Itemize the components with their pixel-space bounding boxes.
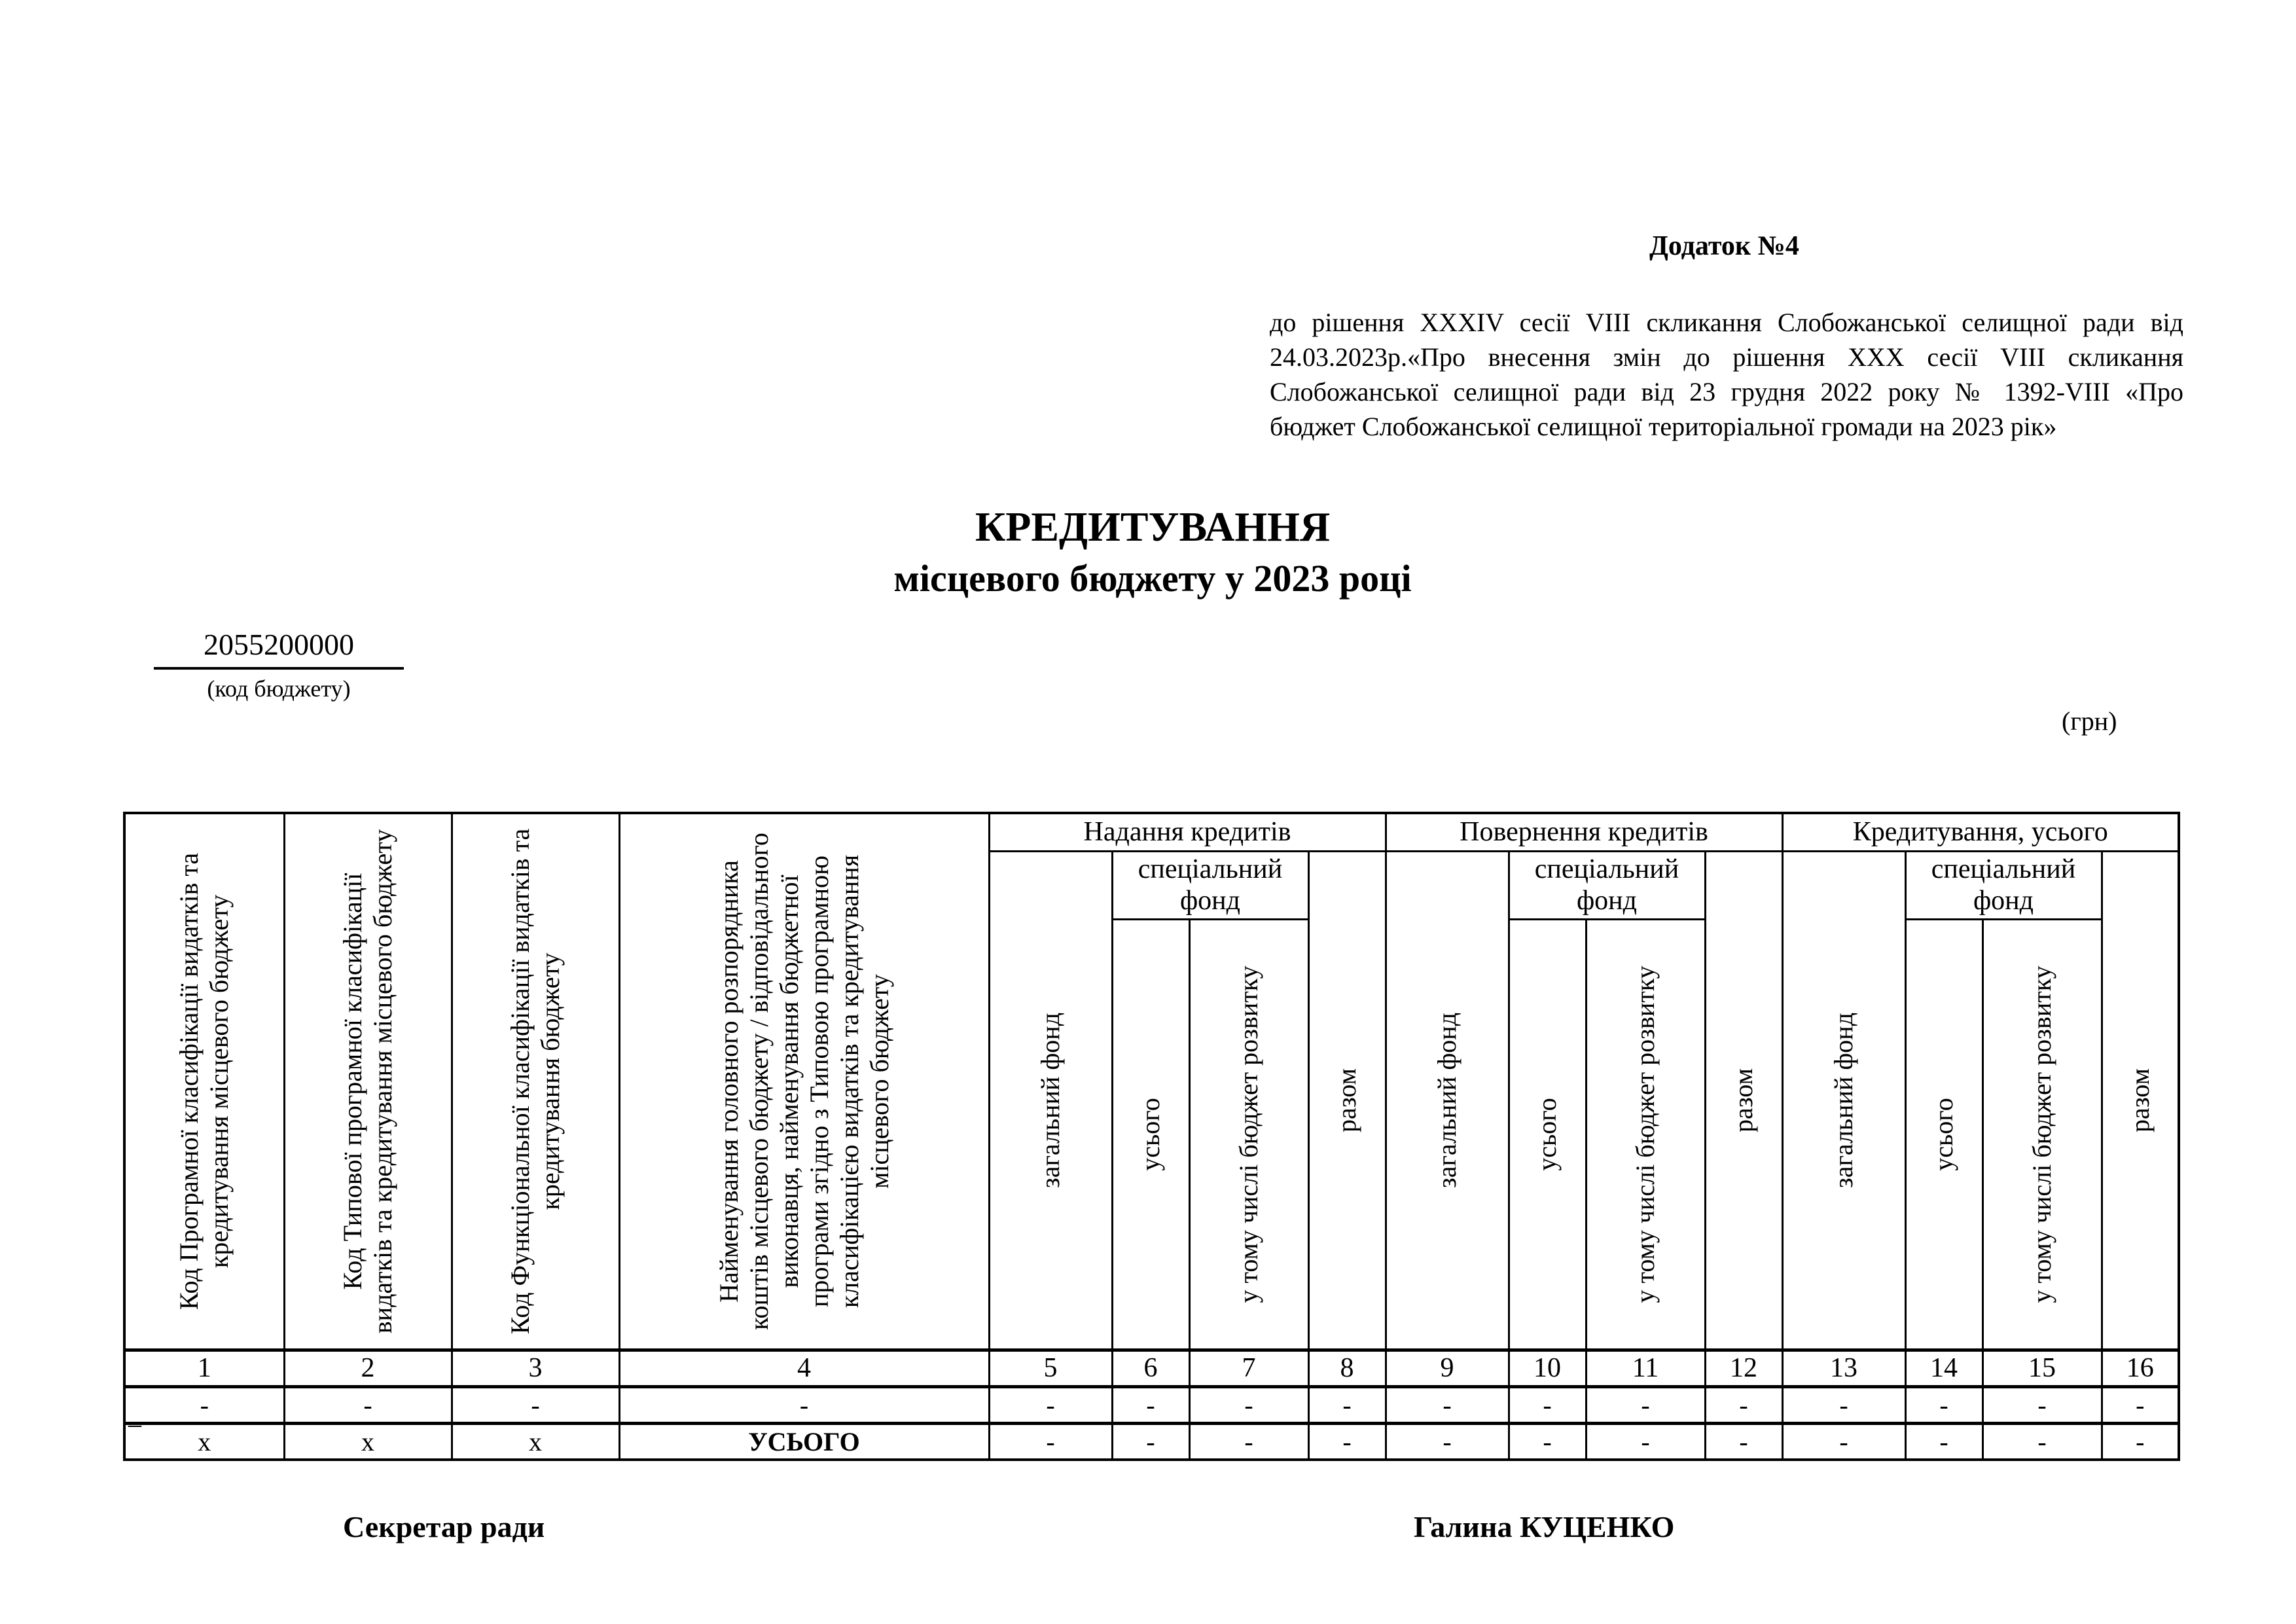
col-header-total [1509,919,1586,1350]
column-number: 16 [2102,1350,2179,1386]
signature-name: Галина КУЦЕНКО [1414,1510,1675,1543]
total-cell-value: - [989,1423,1112,1460]
decision-reference [1270,305,2183,444]
col-header-name [619,813,989,1350]
total-label: усього [1136,1097,1165,1171]
budget-code-label: (код бюджету) [207,676,351,702]
data-cell: - [452,1386,619,1423]
total-label: усього [1929,1097,1958,1171]
budget-code-block [154,627,404,702]
total-cell-value: - [1308,1423,1386,1460]
column-number: 13 [1782,1350,1905,1386]
together-label: разом [1332,1068,1361,1132]
data-cell: - [1905,1386,1982,1423]
column-numbers-row [124,1350,2179,1386]
data-cell: - [1509,1386,1586,1423]
column-number: 7 [1189,1350,1308,1386]
including-development-label: у тому числі бюджет розвитку [1234,965,1263,1303]
total-cell-value: - [1905,1423,1982,1460]
data-cell: - [1586,1386,1705,1423]
including-development-label: у тому числі бюджет розвитку [2027,965,2056,1303]
total-row-label: УСЬОГО [619,1423,989,1460]
data-cell: - [1386,1386,1509,1423]
col-header-typical-code-label: Код Типової програмної класифікації видатків та кредитування місцевого бюджету [338,829,397,1333]
group-header-crediting-total: Кредитування, усього [1782,813,2179,851]
col-header-total [1905,919,1982,1350]
group-header-provision: Надання кредитів [989,813,1386,851]
col-header-program-code [124,813,284,1350]
decision-line: 24.03.2023р.«Про внесення змін до рішення XXX сесії VIII скликання [1270,342,2183,372]
data-cell: - [2102,1386,2179,1423]
col-header-typical-code [284,813,452,1350]
col-header-functional-code-label: Код Функціональної класифікації видатків та кредитування бюджету [505,828,565,1335]
together-label: разом [2125,1068,2155,1132]
special-fund-header: спеціальний фонд [1112,851,1308,919]
col-header-including-development [1982,919,2102,1350]
col-header-total [1112,919,1189,1350]
col-header-including-development [1189,919,1308,1350]
decision-line: до рішення XXXIV сесії VIII скликання Слобожанської селищної ради від [1270,308,2183,337]
column-number: 11 [1586,1350,1705,1386]
col-header-functional-code [452,813,619,1350]
page-title: КРЕДИТУВАННЯ [975,503,1331,550]
column-number: 5 [989,1350,1112,1386]
decision-line: бюджет Слобожанської селищної територіальної громади на 2023 рік» [1270,412,2057,441]
col-header-together [1308,851,1386,1350]
total-cell-value: - [1509,1423,1586,1460]
col-header-together [2102,851,2179,1350]
total-cell-value: - [1189,1423,1308,1460]
data-cell: - [989,1386,1112,1423]
including-development-label: у тому числі бюджет розвитку [1630,965,1660,1303]
data-cell: - [284,1386,452,1423]
col-header-general-fund [989,851,1112,1350]
total-cell-value: - [1112,1423,1189,1460]
general-fund-label: загальний фонд [1432,1012,1462,1188]
general-fund-label: загальний фонд [1035,1012,1065,1188]
data-cell: - [1308,1386,1386,1423]
total-row-x: х [284,1423,452,1460]
data-cell: - [1705,1386,1782,1423]
stray-mark: _ [128,1400,141,1430]
total-cell-value: - [2102,1423,2179,1460]
data-cell: - [1782,1386,1905,1423]
special-fund-header: спеціальний фонд [1509,851,1705,919]
data-cell: - [1112,1386,1189,1423]
currency-note: (грн) [2062,706,2117,736]
column-number: 1 [124,1350,284,1386]
general-fund-label: загальний фонд [1829,1012,1858,1188]
column-number: 2 [284,1350,452,1386]
col-header-including-development [1586,919,1705,1350]
data-cell: - [1189,1386,1308,1423]
title-block [123,504,2182,600]
total-cell-value: - [1705,1423,1782,1460]
group-header-return: Повернення кредитів [1386,813,1782,851]
column-number: 3 [452,1350,619,1386]
column-number: 8 [1308,1350,1386,1386]
col-header-program-code-label: Код Програмної класифікації видатків та кредитування місцевого бюджету [174,852,234,1310]
column-number: 12 [1705,1350,1782,1386]
budget-code-value: 2055200000 [154,627,404,670]
signature-position: Секретар ради [343,1510,545,1543]
total-cell-value: - [1586,1423,1705,1460]
total-cell-value: - [1982,1423,2102,1460]
col-header-together [1705,851,1782,1350]
column-number: 14 [1905,1350,1982,1386]
data-cell: - [619,1386,989,1423]
column-number: 10 [1509,1350,1586,1386]
total-cell-value: - [1782,1423,1905,1460]
column-number: 15 [1982,1350,2102,1386]
together-label: разом [1729,1068,1758,1132]
empty-data-row [124,1386,2179,1423]
column-number: 9 [1386,1350,1509,1386]
total-row-x: х [124,1423,284,1460]
annex-label: Додаток №4 [1649,231,1799,261]
column-number: 6 [1112,1350,1189,1386]
col-header-general-fund [1386,851,1509,1350]
crediting-table [123,812,2180,1461]
column-number: 4 [619,1350,989,1386]
col-header-general-fund [1782,851,1905,1350]
special-fund-header: спеціальний фонд [1905,851,2102,919]
total-row [124,1423,2179,1460]
data-cell: - [1982,1386,2102,1423]
page-subtitle: місцевого бюджету у 2023 році [893,557,1412,600]
total-row-x: х [452,1423,619,1460]
col-header-name-label: Найменування головного розпорядника коштів місцевого бюджету / відповідального виконавця, найменування бюджетної програми згідно з Типовою програмною класифікацією видатків та кредитування місцевого бюджету [713,832,894,1330]
total-cell-value: - [1386,1423,1509,1460]
total-label: усього [1532,1097,1562,1171]
decision-line: Слобожанської селищної ради від 23 грудня 2022 року № 1392-VIII «Про [1270,377,2183,406]
data-cell: - [124,1386,284,1423]
